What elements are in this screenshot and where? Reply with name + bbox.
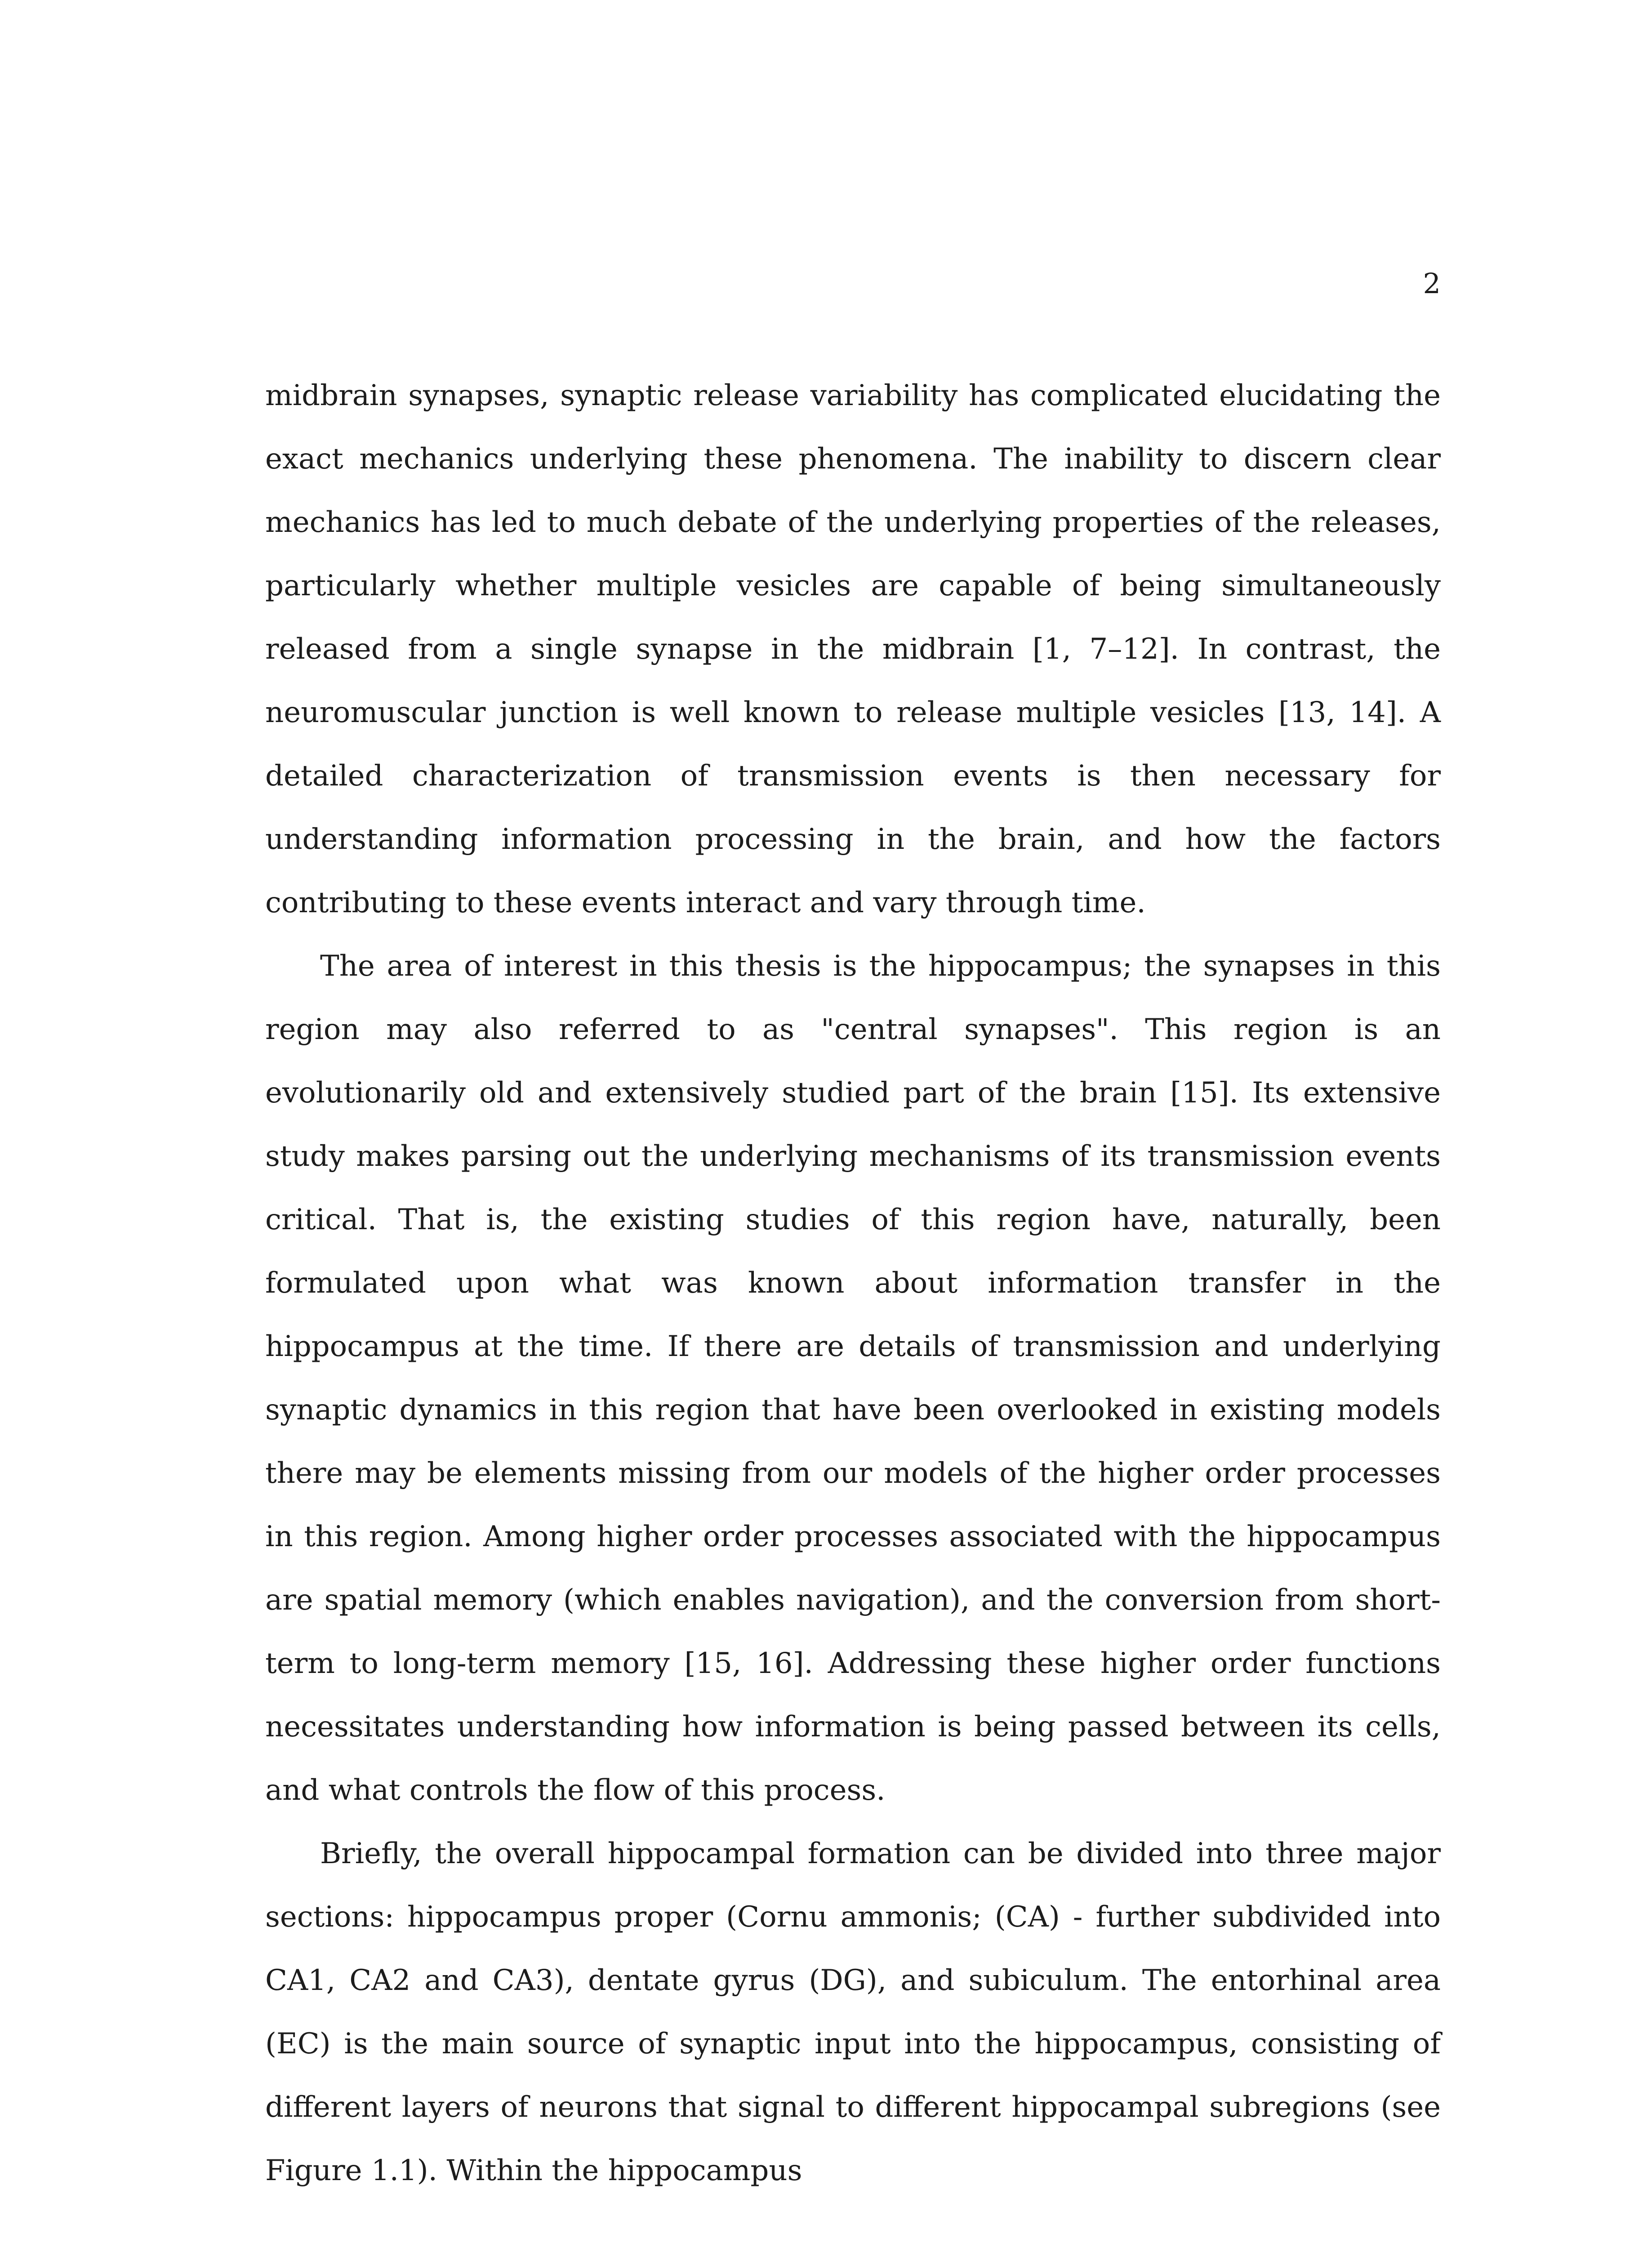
paragraph-release-variability: midbrain synapses, synaptic release variability has complicated elucidating the exact mechanics underlying these phenomena. The inability to discern clear mechanics has led to much debate of the underlying properties of the releases, particularly whether multiple vesicles are capable of being simultaneously released from a single synapse in the midbrain [1, 7–12]. In contrast, the neuromuscular junction is well known to release multiple vesicles [13, 14]. A detailed characterization of transmission events is then necessary for understanding information processing in the brain, and how the factors contributing to these events interact and vary through time.: [265, 379, 1441, 919]
body-text: [265, 364, 1441, 2203]
paragraph-hippocampus-interest: The area of interest in this thesis is the hippocampus; the synapses in this region may also referred to as "central synapses". This region is an evolutionarily old and extensively studied part of the brain [15]. Its extensive study makes parsing out the underlying mechanisms of its transmission events critical. That is, the existing studies of this region have, naturally, been formulated upon what was known about information transfer in the hippocampus at the time. If there are details of transmission and underlying synaptic dynamics in this region that have been overlooked in existing models there may be elements missing from our models of the higher order processes in this region. Among higher order processes associated with the hippocampus are spatial memory (which enables navigation), and the conversion from short-term to long-term memory [15, 16]. Addressing these higher order functions necessitates understanding how information is being passed between its cells, and what controls the flow of this process.: [265, 950, 1441, 1807]
paragraph-hippocampal-formation: Briefly, the overall hippocampal formation can be divided into three major sections: hippocampus proper (Cornu ammonis; (CA) - further subdivided into CA1, CA2 and CA3), dentate gyrus (DG), and subiculum. The entorhinal area (EC) is the main source of synaptic input into the hippocampus, consisting of different layers of neurons that signal to different hippocampal subregions (see Figure 1.1). Within the hippocampus: [265, 1837, 1441, 2187]
page-number: 2: [1423, 267, 1441, 300]
